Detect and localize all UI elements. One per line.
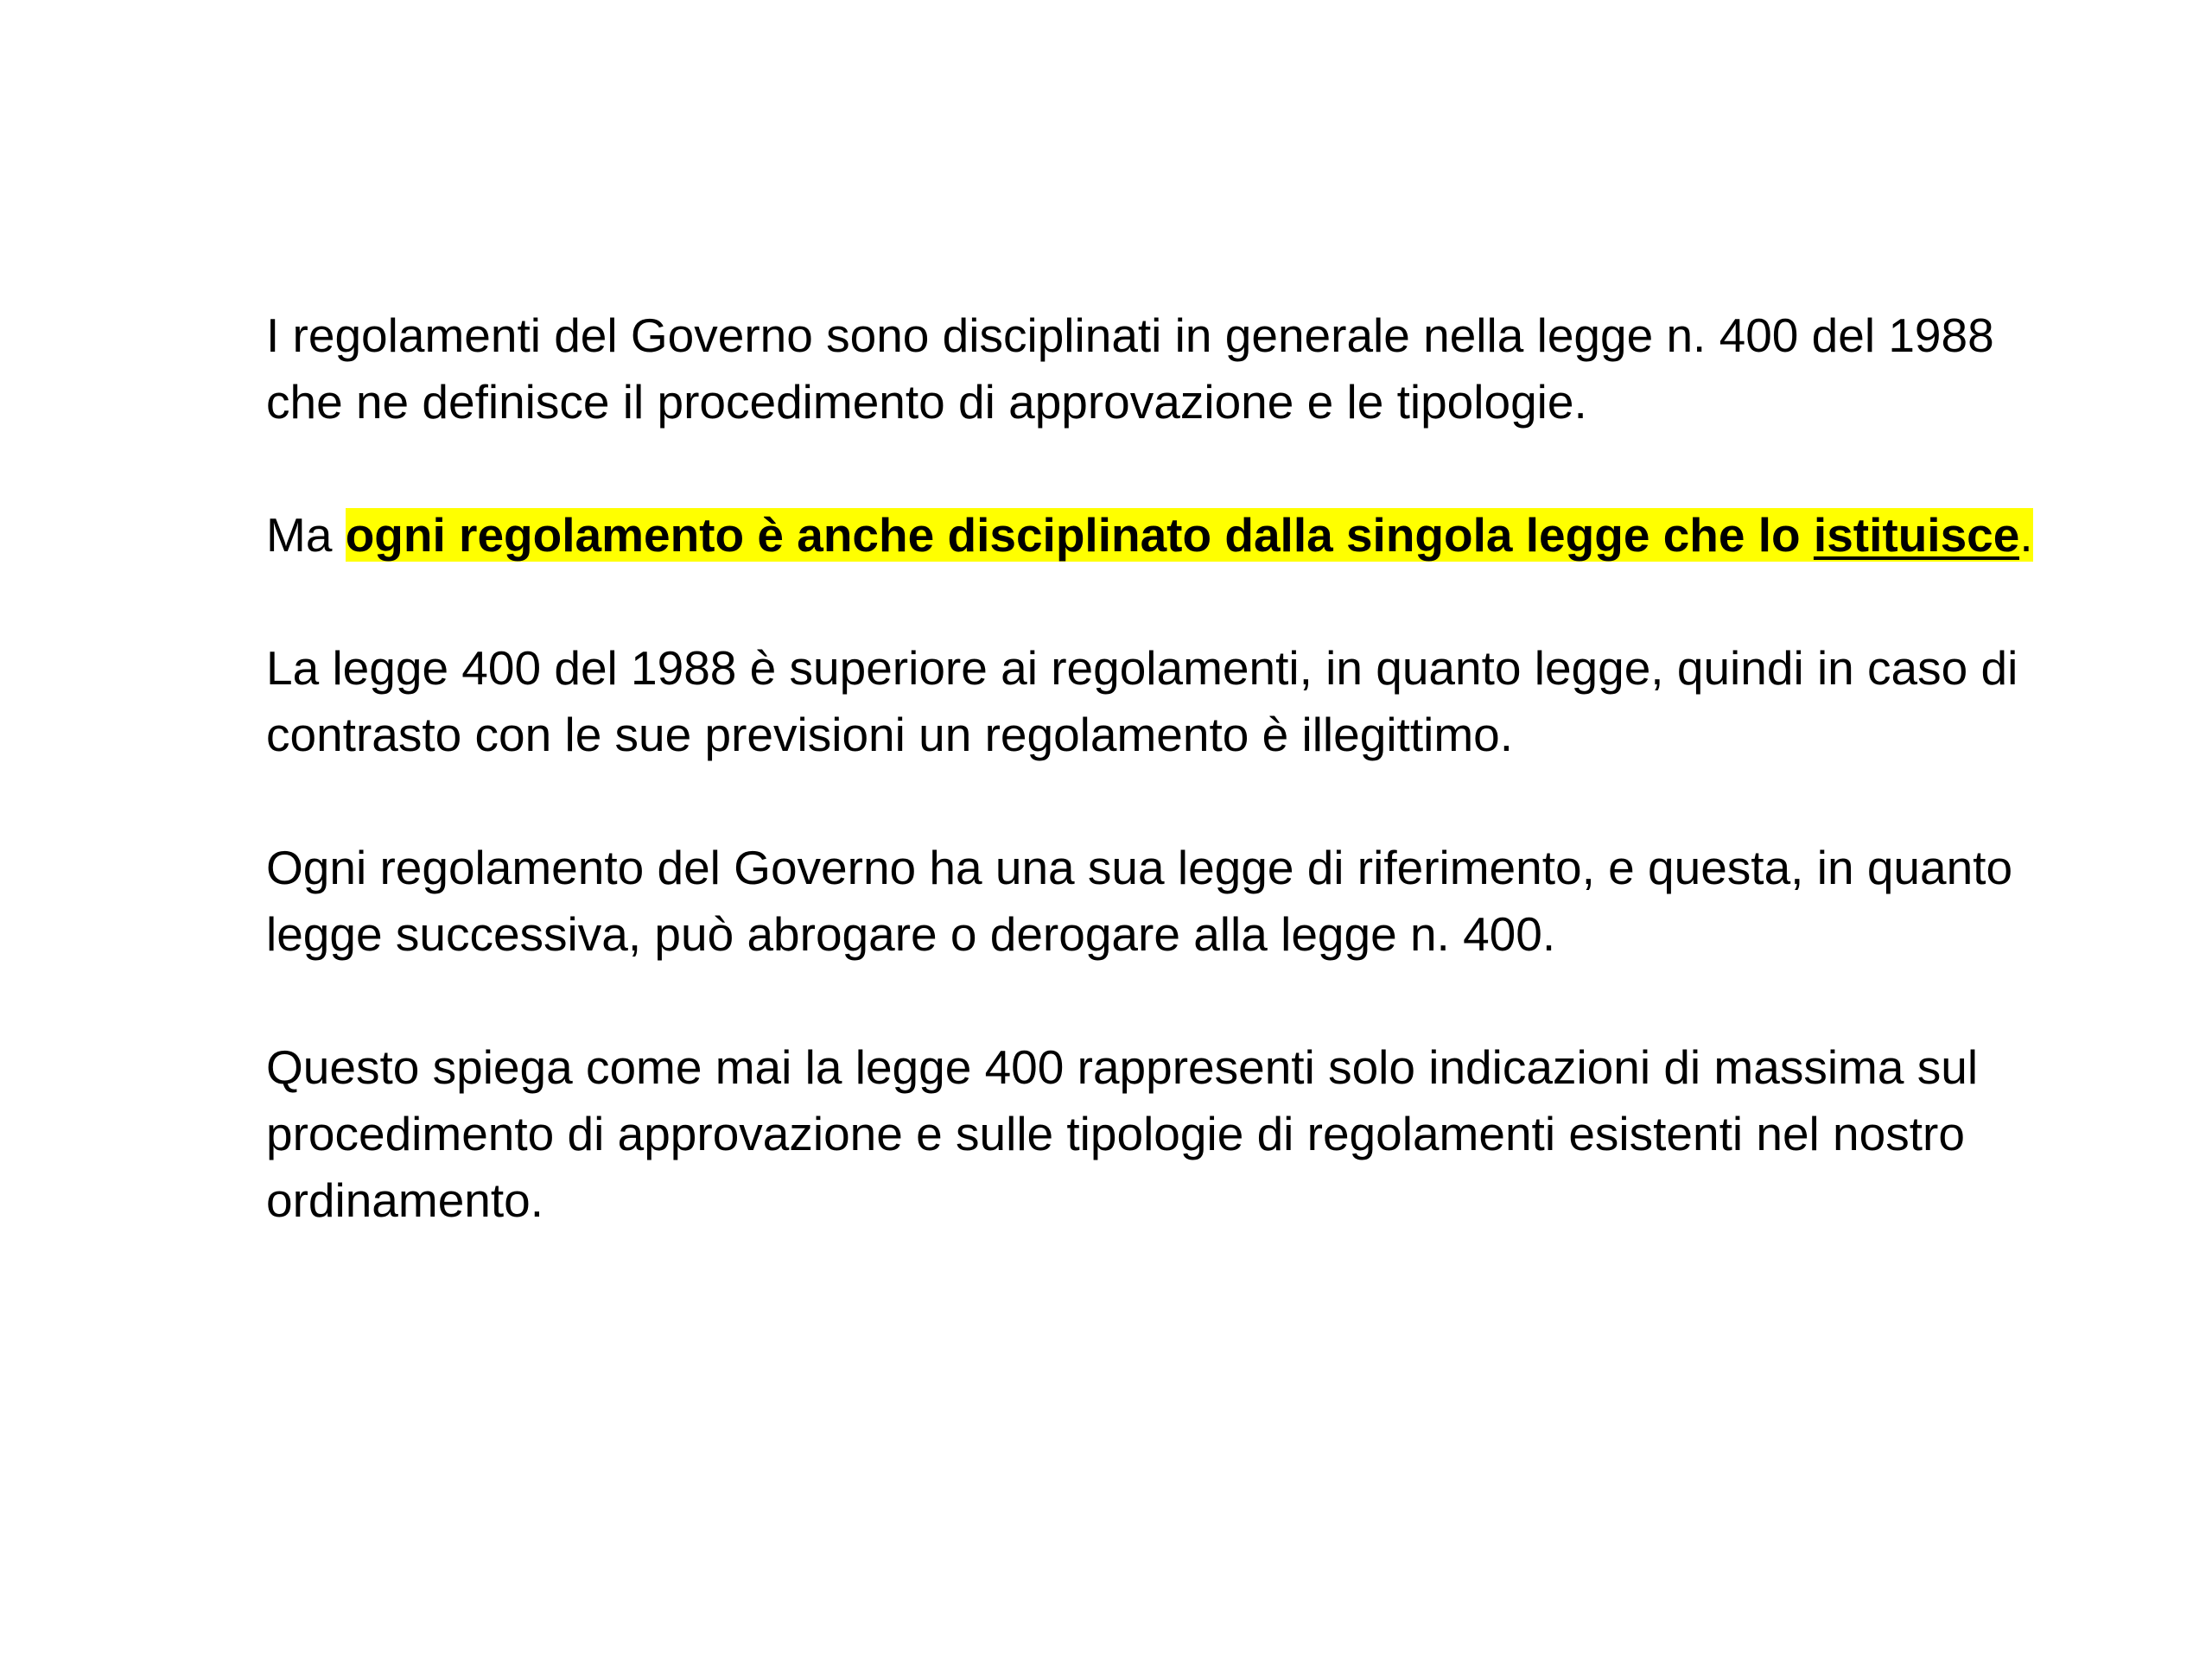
paragraph-2-period: .	[2019, 508, 2033, 562]
paragraph-2	[266, 502, 2037, 569]
paragraph-2-lead: Ma	[266, 508, 346, 562]
paragraph-4: Ogni regolamento del Governo ha una sua legge di riferimento, e questa, in quanto legge successiva, può abrogare o derogare alla legge n. 400.	[266, 841, 2013, 961]
slide-body	[266, 302, 2037, 1300]
paragraph-1: I regolamenti del Governo sono disciplinati in generale nella legge n. 400 del 1988 che ne definisce il procedimento di approvazione e le tipologie.	[266, 308, 1994, 429]
paragraph-3: La legge 400 del 1988 è superiore ai regolamenti, in quanto legge, quindi in caso di contrasto con le sue previsioni un regolamento è illegittimo.	[266, 641, 2018, 761]
paragraph-5: Questo spiega come mai la legge 400 rappresenti solo indicazioni di massima sul procedimento di approvazione e sulle tipologie di regolamenti esistenti nel nostro ordinamento.	[266, 1040, 1979, 1227]
highlighted-underlined-word: istituisce	[1813, 508, 2020, 562]
highlighted-statement: ogni regolamento è anche disciplinato dalla singola legge che lo	[345, 508, 1814, 562]
